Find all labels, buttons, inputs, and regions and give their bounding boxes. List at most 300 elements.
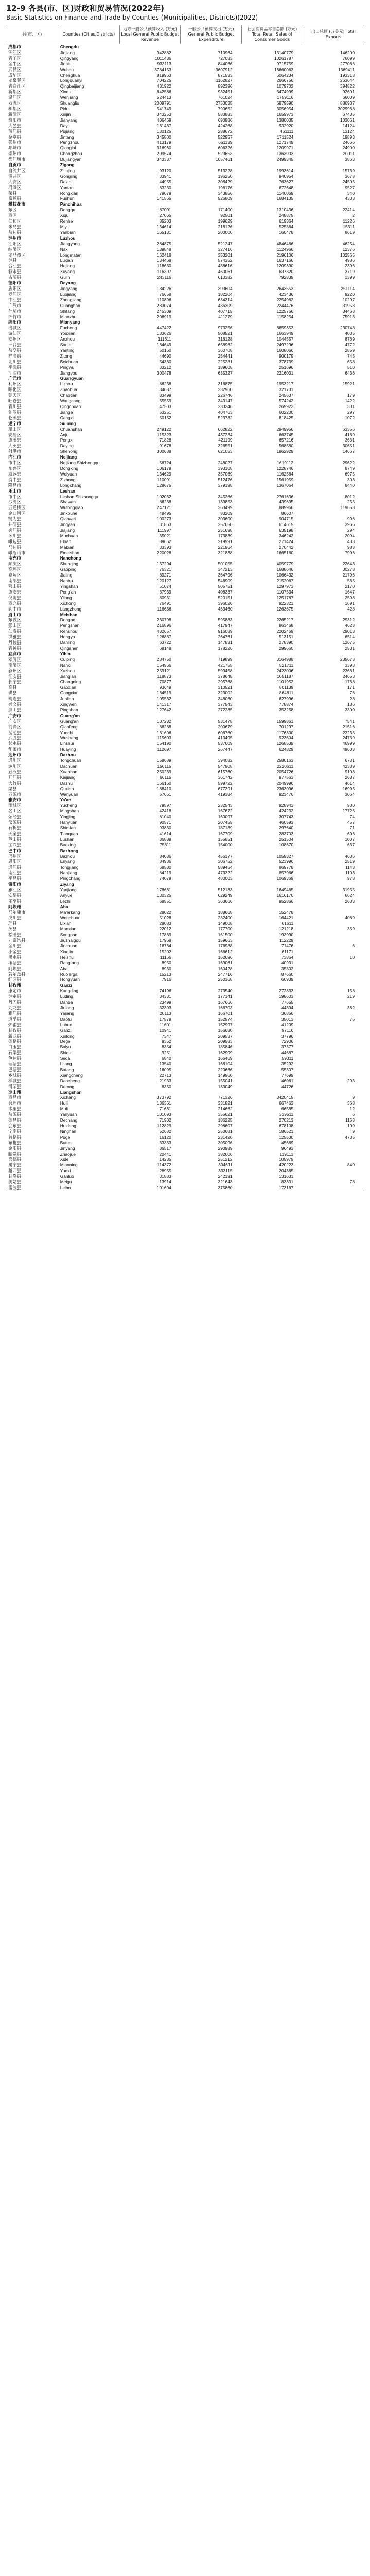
- expenditure-cell: 303600: [218, 516, 233, 522]
- county-name-en: Yibin: [60, 651, 71, 656]
- expenditure-cell: 166701: [218, 1010, 233, 1016]
- expenditure-cell: 456177: [218, 853, 233, 859]
- table-row: [6, 511, 364, 516]
- exports-cell: [303, 921, 364, 926]
- retail-sales-cell: 763627: [279, 179, 294, 184]
- exports-cell: [303, 1022, 364, 1028]
- county-name-en: Jingyang: [60, 285, 78, 291]
- county-name-en: Zizhong: [60, 477, 76, 482]
- table-row: [6, 336, 364, 342]
- exports-cell: 235673: [340, 656, 355, 662]
- table-row: [6, 601, 364, 606]
- exports-cell: 3719: [345, 269, 355, 275]
- county-name-en: Qingchuan: [60, 404, 81, 409]
- county-name-en: Jinniu: [60, 61, 72, 66]
- county-name-cn: 青川县: [8, 404, 22, 409]
- revenue-cell: 76321: [159, 567, 171, 572]
- expenditure-cell: [181, 280, 242, 286]
- county-name-en: Ma'erkang: [60, 909, 80, 915]
- expenditure-cell: 615760: [218, 769, 233, 774]
- retail-sales-cell: 1561959: [276, 477, 294, 482]
- retail-sales-cell: [242, 713, 303, 719]
- expenditure-cell: 363666: [218, 898, 233, 904]
- revenue-cell: 34331: [159, 994, 171, 999]
- expenditure-cell: 719899: [218, 656, 233, 662]
- county-name-cn: 安州区: [8, 336, 22, 342]
- retail-sales-cell: 1367064: [276, 482, 294, 488]
- expenditure-cell: 196250: [218, 173, 233, 179]
- expenditure-cell: 199629: [218, 218, 233, 224]
- county-name-en: Liangshan: [60, 1089, 82, 1095]
- table-row: [6, 977, 364, 982]
- revenue-cell: 206919: [156, 314, 171, 319]
- retail-sales-cell: 863468: [279, 623, 294, 629]
- revenue-cell: 216896: [156, 623, 171, 629]
- revenue-cell: 8350: [162, 1083, 171, 1089]
- retail-sales-cell: 922321: [279, 600, 294, 606]
- table-row: [6, 252, 364, 258]
- expenditure-cell: 156680: [218, 1027, 233, 1033]
- exports-cell: [303, 454, 364, 460]
- exports-cell: [303, 1174, 364, 1179]
- county-name-cn: 广安市: [8, 713, 22, 718]
- table-row: [6, 1100, 364, 1106]
- county-name-en: Jiajiang: [60, 527, 75, 533]
- retail-sales-cell: 59311: [281, 1056, 294, 1061]
- exports-cell: [303, 1044, 364, 1050]
- exports-cell: 92601: [342, 89, 355, 95]
- table-row: [6, 1134, 364, 1140]
- revenue-cell: 35021: [159, 533, 171, 538]
- table-row: [6, 578, 364, 584]
- revenue-cell: 128675: [156, 482, 171, 488]
- expenditure-cell: 305096: [218, 1140, 233, 1145]
- county-name-cn: 沐川县: [8, 533, 22, 538]
- county-name-en: Ganluo: [60, 1174, 74, 1179]
- expenditure-cell: 871533: [218, 72, 233, 78]
- exports-cell: 840: [347, 1162, 355, 1168]
- table-row: [6, 1174, 364, 1179]
- revenue-cell: 245309: [156, 308, 171, 314]
- retail-sales-cell: 1107534: [277, 589, 294, 595]
- county-name-en: Miyi: [60, 224, 68, 229]
- expenditure-cell: 169061: [218, 960, 233, 965]
- county-name-cn: 仪陇县: [8, 595, 22, 600]
- county-name-en: Jintang: [60, 134, 74, 140]
- county-name-en: Jiange: [60, 409, 73, 415]
- county-name-en: Maoxian: [60, 926, 77, 932]
- revenue-cell: 6840: [162, 1056, 171, 1061]
- table-row: [6, 679, 364, 685]
- county-name-cn: 渠县: [8, 786, 17, 791]
- county-name-cn: 平武县: [8, 364, 22, 370]
- county-name-cn: 喜德县: [8, 1157, 22, 1162]
- county-name-en: Fucheng: [60, 325, 77, 331]
- revenue-cell: 431922: [156, 83, 171, 89]
- table-row: [6, 494, 364, 500]
- table-row: [6, 623, 364, 629]
- table-row: [6, 427, 364, 432]
- expenditure-cell: 421199: [218, 437, 233, 443]
- exports-cell: [303, 1146, 364, 1151]
- retail-sales-cell: 55307: [281, 1066, 294, 1072]
- retail-sales-cell: 9715759: [276, 61, 294, 66]
- county-name-cn: 东坡区: [8, 617, 22, 623]
- county-name-en: Luding: [60, 994, 73, 999]
- retail-sales-cell: 173167: [242, 1185, 303, 1191]
- revenue-cell: 34936: [159, 859, 171, 865]
- county-name-en: Dazhu: [60, 780, 73, 786]
- table-row: [6, 955, 364, 960]
- exports-cell: [303, 713, 364, 719]
- county-name-cn: 自贡市: [8, 162, 22, 168]
- revenue-cell: 130325: [156, 892, 171, 898]
- group-row: [6, 201, 364, 207]
- exports-cell: [303, 910, 364, 916]
- revenue-cell: 230798: [156, 617, 171, 623]
- county-name-cn: 旺苍县: [8, 398, 22, 404]
- county-name-en: Meigu: [60, 1179, 72, 1185]
- county-name-en: Naxi: [60, 246, 69, 252]
- table-row: [6, 432, 364, 438]
- table-row: [6, 168, 364, 174]
- table-row: [6, 831, 364, 837]
- retail-sales-cell: 1066432: [276, 572, 294, 578]
- county-name-cn: 大安区: [8, 179, 22, 184]
- revenue-cell: 69271: [159, 572, 171, 578]
- expenditure-cell: [181, 201, 242, 207]
- revenue-cell: 14235: [159, 1157, 171, 1162]
- expenditure-cell: 250681: [218, 1128, 233, 1134]
- retail-sales-cell: 1711524: [277, 134, 294, 140]
- county-name-en: Chaotian: [60, 393, 78, 398]
- exports-cell: [303, 1157, 364, 1162]
- exports-cell: 76: [349, 1016, 355, 1022]
- revenue-cell: [119, 376, 181, 381]
- table-row: [6, 617, 364, 623]
- table-row: [6, 56, 364, 61]
- county-name-en: Xichong: [60, 600, 76, 606]
- revenue-cell: [119, 280, 181, 286]
- county-name-cn: 大英县: [8, 443, 22, 449]
- exports-cell: 1007: [345, 836, 355, 842]
- county-name-cn: 芦山县: [8, 836, 22, 842]
- table-row: [6, 365, 364, 370]
- county-name-en: Pengzhou: [60, 140, 80, 145]
- exports-cell: 17725: [342, 808, 355, 814]
- revenue-cell: 71661: [159, 1106, 171, 1112]
- county-name-cn: 纳溪区: [8, 246, 22, 252]
- county-name-cn: 阆中市: [8, 606, 22, 612]
- expenditure-cell: 537609: [218, 741, 233, 747]
- revenue-cell: 84036: [159, 853, 171, 859]
- revenue-cell: [119, 454, 181, 460]
- revenue-cell: 41614: [159, 831, 171, 836]
- retail-sales-cell: 60939: [281, 977, 294, 982]
- retail-sales-cell: 513151: [279, 634, 294, 640]
- expenditure-cell: [181, 162, 242, 168]
- county-name-en: Danling: [60, 640, 75, 646]
- revenue-cell: 16120: [159, 1134, 171, 1140]
- revenue-cell: 33333: [159, 1140, 171, 1145]
- retail-sales-cell: 278390: [279, 640, 294, 646]
- table-row: [6, 1078, 364, 1084]
- exports-cell: 4735: [345, 1134, 355, 1140]
- group-row: [6, 713, 364, 719]
- retail-sales-cell: 1251787: [276, 595, 294, 600]
- exports-cell: [303, 1151, 364, 1157]
- expenditure-cell: 437234: [218, 432, 233, 437]
- expenditure-cell: 629249: [218, 892, 233, 898]
- exports-cell: [303, 280, 364, 286]
- exports-cell: [303, 982, 364, 988]
- expenditure-cell: 394082: [218, 758, 233, 764]
- exports-cell: 3029968: [338, 106, 355, 111]
- table-row: [6, 999, 364, 1005]
- county-name-en: Hanyuan: [60, 820, 78, 825]
- county-name-cn: 德格县: [8, 1039, 22, 1044]
- county-name-cn: 雷波县: [6, 1185, 58, 1191]
- county-name-en: Qingyang: [60, 55, 79, 61]
- exports-cell: 119658: [340, 505, 355, 511]
- expenditure-cell: 232543: [218, 803, 233, 808]
- retail-sales-cell: 2049996: [276, 780, 294, 786]
- county-name-en: Pingshan: [60, 707, 78, 713]
- table-row: [6, 95, 364, 100]
- table-row: [6, 640, 364, 646]
- table-row: [6, 1095, 364, 1100]
- revenue-cell: 642586: [156, 89, 171, 95]
- county-name-en: Seda: [60, 1056, 71, 1061]
- county-name-cn: 沿滩区: [8, 184, 22, 190]
- revenue-cell: 76658: [159, 291, 171, 297]
- county-name-cn: 若尔盖县: [8, 971, 26, 977]
- expenditure-cell: 411279: [218, 314, 233, 319]
- county-name-en: Jinjiang: [60, 49, 75, 55]
- revenue-cell: 373792: [156, 1095, 171, 1100]
- expenditure-cell: 512476: [218, 477, 233, 482]
- retail-sales-cell: 977563: [279, 774, 294, 780]
- revenue-cell: 80931: [159, 595, 171, 600]
- revenue-cell: 91678: [159, 443, 171, 449]
- retail-sales-cell: 251504: [279, 836, 294, 842]
- revenue-cell: 74079: [159, 876, 171, 882]
- revenue-cell: 67939: [159, 589, 171, 595]
- expenditure-cell: 209537: [218, 1033, 233, 1039]
- county-name-en: Jiang'an: [60, 673, 76, 679]
- expenditure-cell: 298607: [218, 1123, 233, 1128]
- county-name-cn: 罗江区: [8, 291, 22, 297]
- table-row: [6, 685, 364, 690]
- revenue-cell: [119, 555, 181, 561]
- county-name-en: Mianyang: [60, 319, 80, 325]
- county-name-en: Yanjiang: [60, 887, 77, 892]
- county-name-en: Gongjing: [60, 173, 78, 179]
- table-row: [6, 1185, 364, 1191]
- exports-cell: [303, 904, 364, 910]
- retail-sales-cell: 2761636: [276, 494, 294, 499]
- revenue-cell: 134629: [156, 471, 171, 477]
- exports-cell: [303, 1061, 364, 1067]
- expenditure-cell: [181, 651, 242, 657]
- table-row: [6, 370, 364, 376]
- retail-sales-cell: 164421: [279, 915, 294, 921]
- table-row: [6, 825, 364, 831]
- table-row: [6, 792, 364, 798]
- county-name-cn: 九寨沟县: [8, 938, 26, 943]
- county-name-en: Renshou: [60, 629, 78, 634]
- table-row: [6, 876, 364, 882]
- retail-sales-cell: [242, 797, 303, 803]
- retail-sales-cell: 574242: [279, 398, 294, 404]
- county-name-en: Changning: [60, 679, 81, 685]
- expenditure-cell: 219991: [218, 538, 233, 544]
- expenditure-cell: 185846: [218, 1044, 233, 1050]
- exports-cell: 359: [347, 926, 355, 932]
- exports-cell: 71: [349, 825, 355, 831]
- expenditure-cell: [181, 319, 242, 325]
- county-name-cn: 凉山州: [8, 1089, 22, 1095]
- retail-sales-cell: 614615: [279, 522, 294, 528]
- retail-sales-cell: 121218: [279, 926, 294, 932]
- exports-cell: 3678: [345, 173, 355, 179]
- county-name-en: Zhaojue: [60, 1151, 76, 1157]
- expenditure-cell: [181, 797, 242, 803]
- county-name-en: Yuexi: [60, 1168, 71, 1174]
- table-row: [6, 719, 364, 724]
- exports-cell: [303, 1011, 364, 1016]
- county-name-en: Jiulong: [60, 1005, 74, 1010]
- county-name-en: Xiqu: [60, 213, 69, 218]
- exports-cell: 4035: [345, 331, 355, 336]
- county-name-cn: 荣县: [8, 190, 17, 196]
- county-name-cn: 石棉县: [8, 825, 22, 831]
- table-title-cn: 12-9 各县(市、区)财政和贸易情况(2022年): [6, 4, 164, 13]
- table-row: [6, 387, 364, 393]
- exports-cell: 1163: [345, 1117, 355, 1123]
- county-name-cn: 泸县: [8, 258, 17, 263]
- revenue-cell: 154190: [156, 741, 171, 747]
- retail-sales-cell: 13140779: [274, 49, 294, 55]
- retail-sales-cell: [242, 555, 303, 561]
- retail-sales-cell: [242, 651, 303, 657]
- table-row: [6, 185, 364, 191]
- exports-cell: 49603: [342, 747, 355, 752]
- expenditure-cell: 513228: [218, 167, 233, 173]
- expenditure-cell: 379198: [218, 482, 233, 488]
- expenditure-cell: 364796: [218, 572, 233, 578]
- retail-sales-cell: 61611: [281, 921, 294, 926]
- exports-cell: 76099: [342, 55, 355, 61]
- exports-cell: 15311: [343, 224, 355, 229]
- exports-cell: 4772: [345, 342, 355, 348]
- retail-sales-cell: 525364: [279, 224, 294, 229]
- expenditure-cell: [181, 752, 242, 758]
- revenue-cell: 79597: [159, 803, 171, 808]
- table-row: [6, 522, 364, 528]
- table-row: [6, 443, 364, 449]
- county-name-en: Xide: [60, 1157, 69, 1162]
- group-row: [6, 319, 364, 325]
- county-name-en: Rangtang: [60, 960, 79, 965]
- table-row: [6, 1022, 364, 1028]
- retail-sales-cell: 3056954: [276, 106, 294, 111]
- expenditure-cell: 233346: [218, 404, 233, 409]
- table-row: [6, 471, 364, 477]
- revenue-cell: 154966: [156, 662, 171, 668]
- county-name-en: Zhaohua: [60, 387, 77, 393]
- expenditure-cell: 375860: [181, 1185, 242, 1191]
- retail-sales-cell: 204365: [279, 1168, 294, 1174]
- exports-cell: 7541: [345, 718, 355, 724]
- county-name-cn: 石渠县: [8, 1050, 22, 1056]
- exports-cell: 74: [349, 814, 355, 820]
- revenue-cell: 61040: [159, 814, 171, 820]
- county-name-en: Longmatan: [60, 252, 82, 258]
- revenue-cell: 234750: [156, 656, 171, 662]
- county-name-cn: 巴中市: [8, 848, 22, 853]
- retail-sales-cell: 423436: [279, 291, 294, 297]
- expenditure-cell: 771326: [218, 1095, 233, 1100]
- exports-cell: 13124: [342, 128, 355, 134]
- county-name-en: Tianquan: [60, 831, 78, 836]
- table-row: [6, 584, 364, 589]
- revenue-cell: 68148: [159, 645, 171, 651]
- table-row: [6, 764, 364, 769]
- group-row: [6, 848, 364, 854]
- revenue-cell: 48495: [159, 511, 171, 516]
- retail-sales-cell: 1759116: [277, 95, 294, 100]
- revenue-cell: 130125: [156, 128, 171, 134]
- table-row: [6, 758, 364, 764]
- county-name-cn: 九龙县: [8, 1005, 22, 1010]
- table-row: [6, 724, 364, 730]
- county-name-cn: 金川县: [8, 943, 22, 948]
- expenditure-cell: 634314: [218, 297, 233, 302]
- county-name-en: Danba: [60, 999, 73, 1005]
- expenditure-cell: 1162827: [216, 78, 233, 83]
- expenditure-cell: [181, 555, 242, 561]
- expenditure-cell: 396026: [218, 600, 233, 606]
- county-name-en: Lixian: [60, 921, 72, 926]
- group-row: [6, 797, 364, 803]
- expenditure-cell: 610382: [218, 275, 233, 280]
- retail-sales-cell: 97116: [281, 1027, 294, 1033]
- county-name-en: Dazhou: [60, 752, 76, 758]
- expenditure-cell: 690986: [218, 117, 233, 123]
- revenue-cell: 300638: [156, 449, 171, 454]
- retail-sales-cell: 2254962: [276, 297, 294, 302]
- retail-sales-cell: [242, 752, 303, 758]
- table-row: [6, 1067, 364, 1073]
- retail-sales-cell: 1140069: [277, 190, 294, 196]
- exports-cell: [303, 376, 364, 381]
- expenditure-cell: 214662: [218, 1106, 233, 1112]
- revenue-cell: 299574: [156, 151, 171, 157]
- revenue-cell: 33212: [159, 364, 171, 370]
- revenue-cell: 524413: [156, 95, 171, 100]
- county-name-cn: 武胜县: [8, 735, 22, 741]
- county-name-en: Daying: [60, 443, 74, 449]
- retail-sales-cell: 2499345: [276, 157, 294, 162]
- county-name-cn: 昭化区: [8, 387, 22, 393]
- retail-sales-cell: 1599861: [276, 718, 294, 724]
- exports-cell: 76: [349, 690, 355, 696]
- retail-sales-cell: 1225766: [276, 308, 294, 314]
- expenditure-cell: 790652: [218, 106, 233, 111]
- expenditure-cell: 226746: [218, 393, 233, 398]
- exports-cell: [303, 1033, 364, 1039]
